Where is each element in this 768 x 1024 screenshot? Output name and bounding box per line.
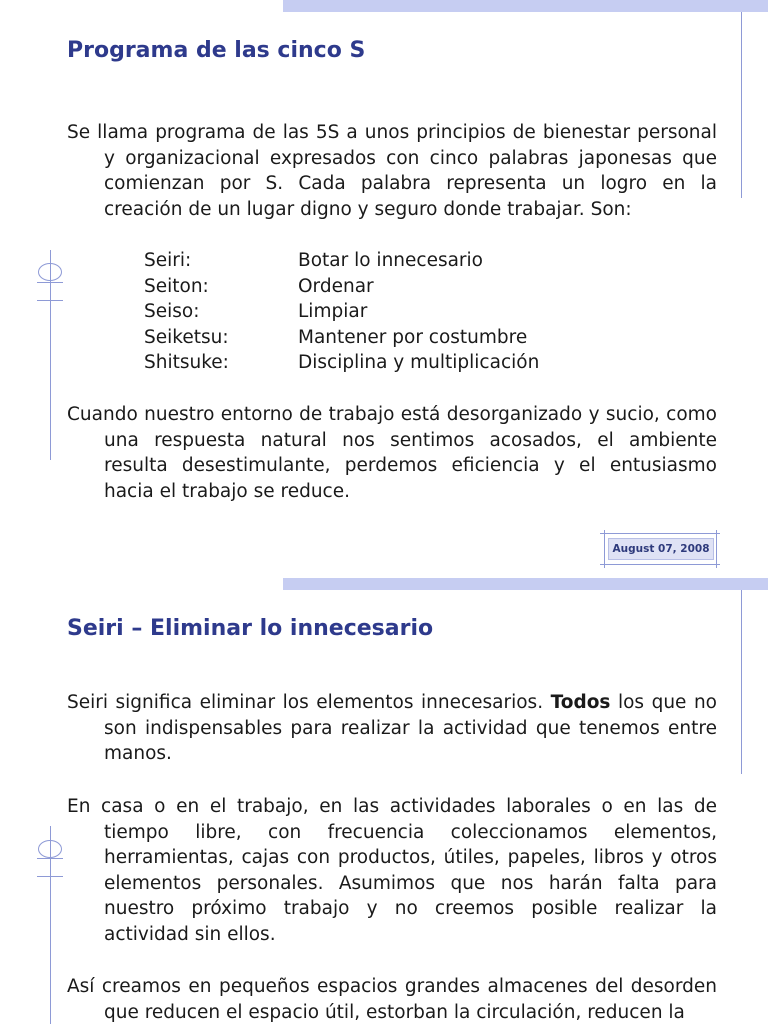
circle-ornament-icon xyxy=(38,263,62,281)
top-accent-bar xyxy=(283,578,768,590)
date-frame-line xyxy=(604,530,605,568)
slide-2 xyxy=(0,578,768,1024)
top-accent-bar xyxy=(283,0,768,12)
list-meaning: Mantener por costumbre xyxy=(298,326,528,348)
list-item xyxy=(144,274,539,300)
page-title: Programa de las cinco S xyxy=(67,38,366,63)
list-item xyxy=(144,350,539,376)
list-meaning: Botar lo innecesario xyxy=(298,250,483,271)
list-meaning: Disciplina y multiplicación xyxy=(298,352,540,374)
closing-paragraph: Cuando nuestro entorno de trabajo está desorganizado y sucio, como una respuesta natural nos sentimos acosados, el ambiente resulta desestimulante, perdemos eficiencia y el entusiasmo hacia el trabajo se reduce. xyxy=(67,404,717,502)
definition-text-rest: los que no son indispensables para realizar la actividad que tenemos entre manos. xyxy=(104,692,717,765)
date-frame-line xyxy=(600,564,720,565)
definition-paragraph xyxy=(67,690,717,767)
list-meaning: Limpiar xyxy=(298,301,368,323)
date-frame-line xyxy=(600,533,720,534)
left-crossbar xyxy=(37,876,63,877)
definition-text: Seiri significa eliminar los elementos innecesarios. xyxy=(67,692,551,713)
consequence-paragraph: Así creamos en pequeños espacios grandes almacenes del desorden que reducen el espacio útil, estorban la circulación, reducen la xyxy=(67,976,717,1023)
list-item xyxy=(144,325,539,351)
left-crossbar xyxy=(37,300,63,301)
five-s-list xyxy=(144,248,539,376)
left-crossbar xyxy=(37,858,63,859)
list-item xyxy=(144,299,539,325)
right-vertical-line xyxy=(741,12,742,198)
list-term: Seiton: xyxy=(144,275,209,297)
context-paragraph: En casa o en el trabajo, en las actividades laborales o en las de tiempo libre, con frecuencia coleccionamos elementos, herramientas, cajas con productos, útiles, papeles, libros y otros elementos personales. Asumimos que nos harán falta para nuestro próximo trabajo y no creemos posible realizar la actividad sin ellos. xyxy=(67,796,717,945)
list-term: Seiso: xyxy=(144,301,200,323)
list-term: Seiketsu: xyxy=(144,326,229,348)
left-crossbar xyxy=(37,282,63,283)
list-term: Shitsuke: xyxy=(144,352,229,374)
date-frame-line xyxy=(716,530,717,568)
list-meaning: Ordenar xyxy=(298,275,374,297)
date-badge: August 07, 2008 xyxy=(608,538,714,560)
list-item xyxy=(144,248,539,274)
intro-paragraph: Se llama programa de las 5S a unos principios de bienestar personal y organizacional expresados con cinco palabras japonesas que comienzan por S. Cada palabra representa un logro en la creación de un lugar digno y seguro donde trabajar. Son: xyxy=(67,122,717,220)
emphasis-text: Todos xyxy=(550,692,611,713)
right-vertical-line xyxy=(741,590,742,774)
page-title: Seiri – Eliminar lo innecesario xyxy=(67,616,434,641)
circle-ornament-icon xyxy=(38,840,62,858)
list-term: Seiri: xyxy=(144,250,192,271)
